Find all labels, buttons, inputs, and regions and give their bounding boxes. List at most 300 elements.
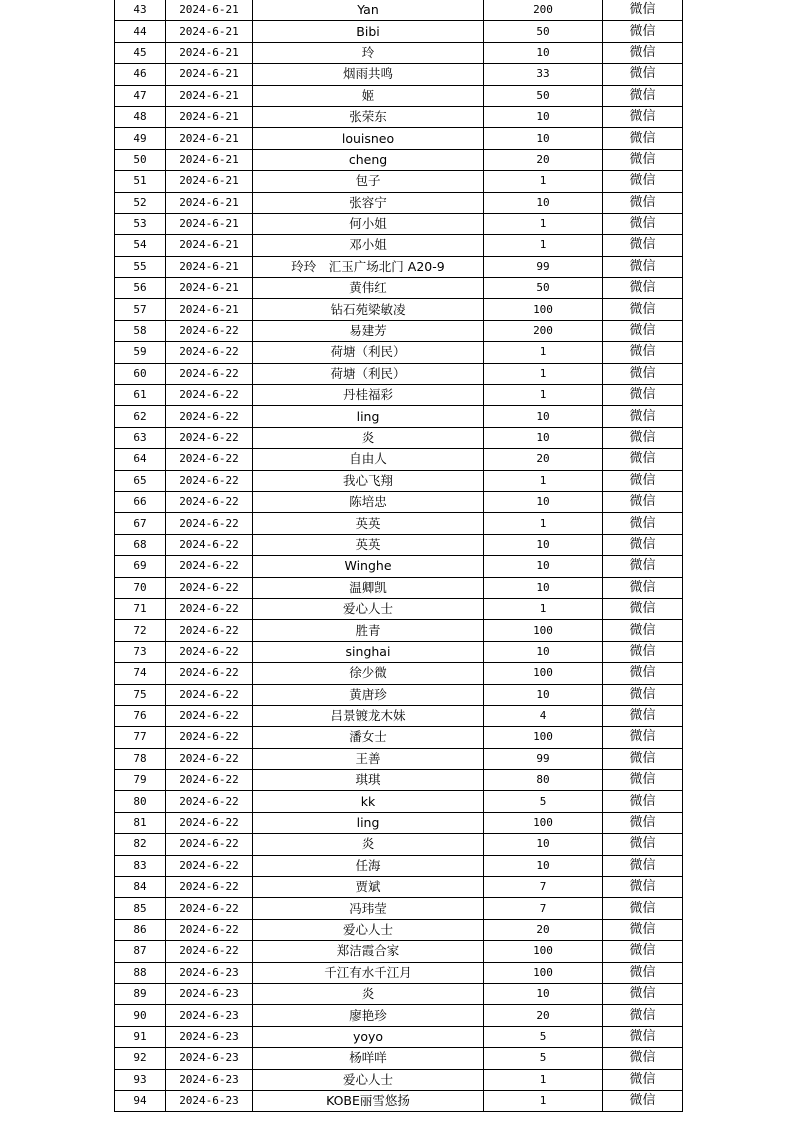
donor-name-cell: singhai [253, 641, 484, 662]
payment-method-cell: 微信 [603, 342, 683, 363]
table-row [115, 385, 683, 406]
table-row [115, 641, 683, 662]
donor-name-cell: 爱心人士 [253, 919, 484, 940]
donor-name-cell: 爱心人士 [253, 598, 484, 619]
donor-name-cell: 玲 [253, 42, 484, 63]
table-row [115, 449, 683, 470]
row-date-cell: 2024-6-21 [166, 192, 253, 213]
row-date-cell: 2024-6-21 [166, 128, 253, 149]
row-date-cell: 2024-6-22 [166, 855, 253, 876]
amount-cell: 10 [484, 491, 603, 512]
row-index-cell: 47 [115, 85, 166, 106]
row-date-cell: 2024-6-22 [166, 449, 253, 470]
payment-method-cell: 微信 [603, 598, 683, 619]
amount-cell: 7 [484, 877, 603, 898]
row-index-cell: 77 [115, 727, 166, 748]
donor-name-cell: KOBE丽雪悠扬 [253, 1090, 484, 1111]
row-index-cell: 89 [115, 983, 166, 1004]
row-index-cell: 68 [115, 534, 166, 555]
row-index-cell: 43 [115, 0, 166, 21]
donor-name-cell: 冯玮莹 [253, 898, 484, 919]
payment-method-cell: 微信 [603, 727, 683, 748]
row-date-cell: 2024-6-23 [166, 1026, 253, 1047]
row-index-cell: 65 [115, 470, 166, 491]
row-index-cell: 84 [115, 877, 166, 898]
donor-name-cell: ling [253, 812, 484, 833]
row-date-cell: 2024-6-23 [166, 1005, 253, 1026]
row-index-cell: 94 [115, 1090, 166, 1111]
donor-name-cell: 杨咩咩 [253, 1048, 484, 1069]
row-index-cell: 53 [115, 213, 166, 234]
donation-table [114, 0, 683, 1112]
row-date-cell: 2024-6-23 [166, 983, 253, 1004]
table-row [115, 192, 683, 213]
row-date-cell: 2024-6-23 [166, 1069, 253, 1090]
donor-name-cell: 何小姐 [253, 213, 484, 234]
donor-name-cell: 张荣东 [253, 106, 484, 127]
amount-cell: 33 [484, 64, 603, 85]
row-index-cell: 48 [115, 106, 166, 127]
table-row [115, 598, 683, 619]
row-date-cell: 2024-6-22 [166, 812, 253, 833]
payment-method-cell: 微信 [603, 663, 683, 684]
table-row [115, 919, 683, 940]
row-date-cell: 2024-6-22 [166, 663, 253, 684]
row-date-cell: 2024-6-21 [166, 256, 253, 277]
row-index-cell: 70 [115, 577, 166, 598]
amount-cell: 10 [484, 406, 603, 427]
row-index-cell: 75 [115, 684, 166, 705]
table-row [115, 663, 683, 684]
payment-method-cell: 微信 [603, 385, 683, 406]
donor-name-cell: cheng [253, 149, 484, 170]
table-row [115, 427, 683, 448]
donor-name-cell: 丹桂福彩 [253, 385, 484, 406]
payment-method-cell: 微信 [603, 64, 683, 85]
payment-method-cell: 微信 [603, 812, 683, 833]
row-index-cell: 78 [115, 748, 166, 769]
donor-name-cell: 王善 [253, 748, 484, 769]
payment-method-cell: 微信 [603, 427, 683, 448]
table-row [115, 727, 683, 748]
amount-cell: 100 [484, 663, 603, 684]
row-date-cell: 2024-6-21 [166, 149, 253, 170]
payment-method-cell: 微信 [603, 1090, 683, 1111]
row-date-cell: 2024-6-22 [166, 705, 253, 726]
row-date-cell: 2024-6-22 [166, 941, 253, 962]
row-date-cell: 2024-6-21 [166, 235, 253, 256]
amount-cell: 10 [484, 192, 603, 213]
row-index-cell: 82 [115, 834, 166, 855]
donor-name-cell: kk [253, 791, 484, 812]
donor-name-cell: 易建芳 [253, 320, 484, 341]
row-index-cell: 90 [115, 1005, 166, 1026]
donor-name-cell: yoyo [253, 1026, 484, 1047]
amount-cell: 1 [484, 385, 603, 406]
row-date-cell: 2024-6-23 [166, 1090, 253, 1111]
donor-name-cell: 姬 [253, 85, 484, 106]
row-index-cell: 64 [115, 449, 166, 470]
row-index-cell: 44 [115, 21, 166, 42]
table-row [115, 577, 683, 598]
payment-method-cell: 微信 [603, 534, 683, 555]
payment-method-cell: 微信 [603, 171, 683, 192]
table-row [115, 748, 683, 769]
donor-name-cell: 荷塘（利民） [253, 342, 484, 363]
amount-cell: 10 [484, 534, 603, 555]
row-index-cell: 66 [115, 491, 166, 512]
donor-name-cell: louisneo [253, 128, 484, 149]
donor-name-cell: 张容宁 [253, 192, 484, 213]
table-row [115, 256, 683, 277]
amount-cell: 1 [484, 1090, 603, 1111]
table-row [115, 106, 683, 127]
payment-method-cell: 微信 [603, 770, 683, 791]
row-index-cell: 73 [115, 641, 166, 662]
row-date-cell: 2024-6-22 [166, 791, 253, 812]
amount-cell: 100 [484, 299, 603, 320]
amount-cell: 1 [484, 342, 603, 363]
amount-cell: 1 [484, 470, 603, 491]
donor-name-cell: 包子 [253, 171, 484, 192]
amount-cell: 10 [484, 128, 603, 149]
amount-cell: 7 [484, 898, 603, 919]
table-row [115, 1069, 683, 1090]
row-date-cell: 2024-6-22 [166, 898, 253, 919]
table-row [115, 491, 683, 512]
row-index-cell: 54 [115, 235, 166, 256]
row-date-cell: 2024-6-21 [166, 0, 253, 21]
amount-cell: 1 [484, 213, 603, 234]
payment-method-cell: 微信 [603, 855, 683, 876]
amount-cell: 100 [484, 812, 603, 833]
amount-cell: 10 [484, 556, 603, 577]
payment-method-cell: 微信 [603, 149, 683, 170]
row-index-cell: 50 [115, 149, 166, 170]
donation-table-body [115, 0, 683, 1112]
amount-cell: 10 [484, 577, 603, 598]
row-date-cell: 2024-6-22 [166, 556, 253, 577]
row-index-cell: 56 [115, 278, 166, 299]
amount-cell: 20 [484, 149, 603, 170]
amount-cell: 100 [484, 727, 603, 748]
row-date-cell: 2024-6-21 [166, 171, 253, 192]
row-date-cell: 2024-6-22 [166, 620, 253, 641]
payment-method-cell: 微信 [603, 748, 683, 769]
row-index-cell: 55 [115, 256, 166, 277]
payment-method-cell: 微信 [603, 941, 683, 962]
row-date-cell: 2024-6-22 [166, 491, 253, 512]
row-index-cell: 76 [115, 705, 166, 726]
payment-method-cell: 微信 [603, 106, 683, 127]
amount-cell: 10 [484, 42, 603, 63]
donor-name-cell: Bibi [253, 21, 484, 42]
payment-method-cell: 微信 [603, 919, 683, 940]
donor-name-cell: 烟雨共鸣 [253, 64, 484, 85]
payment-method-cell: 微信 [603, 791, 683, 812]
row-date-cell: 2024-6-23 [166, 962, 253, 983]
payment-method-cell: 微信 [603, 320, 683, 341]
payment-method-cell: 微信 [603, 491, 683, 512]
payment-method-cell: 微信 [603, 363, 683, 384]
amount-cell: 50 [484, 278, 603, 299]
payment-method-cell: 微信 [603, 42, 683, 63]
row-date-cell: 2024-6-21 [166, 21, 253, 42]
amount-cell: 100 [484, 962, 603, 983]
row-date-cell: 2024-6-22 [166, 877, 253, 898]
amount-cell: 10 [484, 427, 603, 448]
payment-method-cell: 微信 [603, 834, 683, 855]
row-index-cell: 83 [115, 855, 166, 876]
amount-cell: 1 [484, 513, 603, 534]
table-row [115, 534, 683, 555]
payment-method-cell: 微信 [603, 85, 683, 106]
row-index-cell: 72 [115, 620, 166, 641]
donor-name-cell: 徐少微 [253, 663, 484, 684]
payment-method-cell: 微信 [603, 235, 683, 256]
amount-cell: 10 [484, 684, 603, 705]
table-row [115, 0, 683, 21]
row-index-cell: 59 [115, 342, 166, 363]
donor-name-cell: 贾斌 [253, 877, 484, 898]
row-date-cell: 2024-6-22 [166, 577, 253, 598]
amount-cell: 10 [484, 834, 603, 855]
amount-cell: 80 [484, 770, 603, 791]
donor-name-cell: 荷塘（利民） [253, 363, 484, 384]
payment-method-cell: 微信 [603, 877, 683, 898]
table-row [115, 834, 683, 855]
payment-method-cell: 微信 [603, 256, 683, 277]
amount-cell: 100 [484, 620, 603, 641]
amount-cell: 4 [484, 705, 603, 726]
row-index-cell: 52 [115, 192, 166, 213]
payment-method-cell: 微信 [603, 898, 683, 919]
table-row [115, 983, 683, 1004]
row-index-cell: 67 [115, 513, 166, 534]
payment-method-cell: 微信 [603, 213, 683, 234]
row-date-cell: 2024-6-21 [166, 299, 253, 320]
donor-name-cell: 温卿凯 [253, 577, 484, 598]
payment-method-cell: 微信 [603, 641, 683, 662]
table-row [115, 620, 683, 641]
row-date-cell: 2024-6-21 [166, 42, 253, 63]
amount-cell: 10 [484, 983, 603, 1004]
row-date-cell: 2024-6-23 [166, 1048, 253, 1069]
payment-method-cell: 微信 [603, 962, 683, 983]
payment-method-cell: 微信 [603, 449, 683, 470]
row-index-cell: 87 [115, 941, 166, 962]
amount-cell: 20 [484, 449, 603, 470]
row-index-cell: 80 [115, 791, 166, 812]
donor-name-cell: 郑洁霞合家 [253, 941, 484, 962]
amount-cell: 99 [484, 748, 603, 769]
payment-method-cell: 微信 [603, 983, 683, 1004]
payment-method-cell: 微信 [603, 1069, 683, 1090]
table-row [115, 42, 683, 63]
row-date-cell: 2024-6-22 [166, 470, 253, 491]
table-row [115, 1090, 683, 1111]
payment-method-cell: 微信 [603, 406, 683, 427]
payment-method-cell: 微信 [603, 684, 683, 705]
row-date-cell: 2024-6-22 [166, 342, 253, 363]
row-index-cell: 79 [115, 770, 166, 791]
table-row [115, 320, 683, 341]
payment-method-cell: 微信 [603, 577, 683, 598]
table-row [115, 128, 683, 149]
table-row [115, 962, 683, 983]
amount-cell: 100 [484, 941, 603, 962]
payment-method-cell: 微信 [603, 278, 683, 299]
table-row [115, 941, 683, 962]
row-index-cell: 85 [115, 898, 166, 919]
payment-method-cell: 微信 [603, 1026, 683, 1047]
donor-name-cell: 潘女士 [253, 727, 484, 748]
row-index-cell: 46 [115, 64, 166, 85]
row-date-cell: 2024-6-21 [166, 106, 253, 127]
amount-cell: 1 [484, 363, 603, 384]
donor-name-cell: 英英 [253, 534, 484, 555]
table-row [115, 213, 683, 234]
donor-name-cell: 陈培忠 [253, 491, 484, 512]
row-index-cell: 63 [115, 427, 166, 448]
donor-name-cell: Winghe [253, 556, 484, 577]
donor-name-cell: 炎 [253, 983, 484, 1004]
table-row [115, 299, 683, 320]
donor-name-cell: 琪琪 [253, 770, 484, 791]
amount-cell: 1 [484, 598, 603, 619]
donor-name-cell: ling [253, 406, 484, 427]
row-index-cell: 61 [115, 385, 166, 406]
amount-cell: 20 [484, 919, 603, 940]
row-date-cell: 2024-6-22 [166, 834, 253, 855]
table-row [115, 406, 683, 427]
row-date-cell: 2024-6-22 [166, 513, 253, 534]
row-date-cell: 2024-6-22 [166, 385, 253, 406]
table-row [115, 684, 683, 705]
table-row [115, 85, 683, 106]
table-row [115, 470, 683, 491]
payment-method-cell: 微信 [603, 470, 683, 491]
payment-method-cell: 微信 [603, 513, 683, 534]
row-date-cell: 2024-6-22 [166, 919, 253, 940]
row-index-cell: 69 [115, 556, 166, 577]
row-index-cell: 91 [115, 1026, 166, 1047]
table-row [115, 363, 683, 384]
table-row [115, 235, 683, 256]
table-row [115, 64, 683, 85]
amount-cell: 50 [484, 85, 603, 106]
donor-name-cell: 炎 [253, 834, 484, 855]
row-date-cell: 2024-6-21 [166, 278, 253, 299]
table-row [115, 149, 683, 170]
table-row [115, 342, 683, 363]
table-row [115, 791, 683, 812]
row-index-cell: 57 [115, 299, 166, 320]
row-date-cell: 2024-6-22 [166, 534, 253, 555]
row-index-cell: 86 [115, 919, 166, 940]
donor-name-cell: 黄唐珍 [253, 684, 484, 705]
payment-method-cell: 微信 [603, 299, 683, 320]
row-index-cell: 51 [115, 171, 166, 192]
amount-cell: 10 [484, 641, 603, 662]
row-index-cell: 62 [115, 406, 166, 427]
amount-cell: 5 [484, 791, 603, 812]
donor-name-cell: 玲玲 汇玉广场北门 A20-9 [253, 256, 484, 277]
table-row [115, 1005, 683, 1026]
donor-name-cell: 黄伟红 [253, 278, 484, 299]
row-date-cell: 2024-6-22 [166, 320, 253, 341]
amount-cell: 5 [484, 1026, 603, 1047]
row-date-cell: 2024-6-22 [166, 641, 253, 662]
row-date-cell: 2024-6-22 [166, 598, 253, 619]
row-index-cell: 49 [115, 128, 166, 149]
row-index-cell: 71 [115, 598, 166, 619]
payment-method-cell: 微信 [603, 192, 683, 213]
row-date-cell: 2024-6-22 [166, 406, 253, 427]
row-date-cell: 2024-6-21 [166, 85, 253, 106]
donor-name-cell: 任海 [253, 855, 484, 876]
row-date-cell: 2024-6-22 [166, 770, 253, 791]
payment-method-cell: 微信 [603, 21, 683, 42]
row-date-cell: 2024-6-22 [166, 427, 253, 448]
table-row [115, 556, 683, 577]
row-index-cell: 60 [115, 363, 166, 384]
donor-name-cell: 炎 [253, 427, 484, 448]
table-row [115, 705, 683, 726]
row-date-cell: 2024-6-21 [166, 64, 253, 85]
table-row [115, 1048, 683, 1069]
row-date-cell: 2024-6-22 [166, 727, 253, 748]
amount-cell: 99 [484, 256, 603, 277]
table-row [115, 1026, 683, 1047]
donor-name-cell: 爱心人士 [253, 1069, 484, 1090]
row-index-cell: 88 [115, 962, 166, 983]
row-date-cell: 2024-6-22 [166, 363, 253, 384]
donor-name-cell: 我心飞翔 [253, 470, 484, 491]
amount-cell: 50 [484, 21, 603, 42]
payment-method-cell: 微信 [603, 620, 683, 641]
amount-cell: 1 [484, 1069, 603, 1090]
amount-cell: 1 [484, 235, 603, 256]
amount-cell: 10 [484, 855, 603, 876]
table-row [115, 278, 683, 299]
payment-method-cell: 微信 [603, 1048, 683, 1069]
donor-name-cell: 胜青 [253, 620, 484, 641]
row-date-cell: 2024-6-22 [166, 748, 253, 769]
row-index-cell: 93 [115, 1069, 166, 1090]
donor-name-cell: 廖艳珍 [253, 1005, 484, 1026]
amount-cell: 10 [484, 106, 603, 127]
row-date-cell: 2024-6-22 [166, 684, 253, 705]
row-index-cell: 45 [115, 42, 166, 63]
amount-cell: 20 [484, 1005, 603, 1026]
table-row [115, 171, 683, 192]
donor-name-cell: 邓小姐 [253, 235, 484, 256]
table-row [115, 877, 683, 898]
table-row [115, 812, 683, 833]
table-row [115, 770, 683, 791]
payment-method-cell: 微信 [603, 1005, 683, 1026]
row-index-cell: 92 [115, 1048, 166, 1069]
payment-method-cell: 微信 [603, 556, 683, 577]
payment-method-cell: 微信 [603, 128, 683, 149]
amount-cell: 1 [484, 171, 603, 192]
donor-name-cell: 吕景镀龙木妹 [253, 705, 484, 726]
donor-name-cell: Yan [253, 0, 484, 21]
row-index-cell: 81 [115, 812, 166, 833]
row-date-cell: 2024-6-21 [166, 213, 253, 234]
donor-name-cell: 英英 [253, 513, 484, 534]
